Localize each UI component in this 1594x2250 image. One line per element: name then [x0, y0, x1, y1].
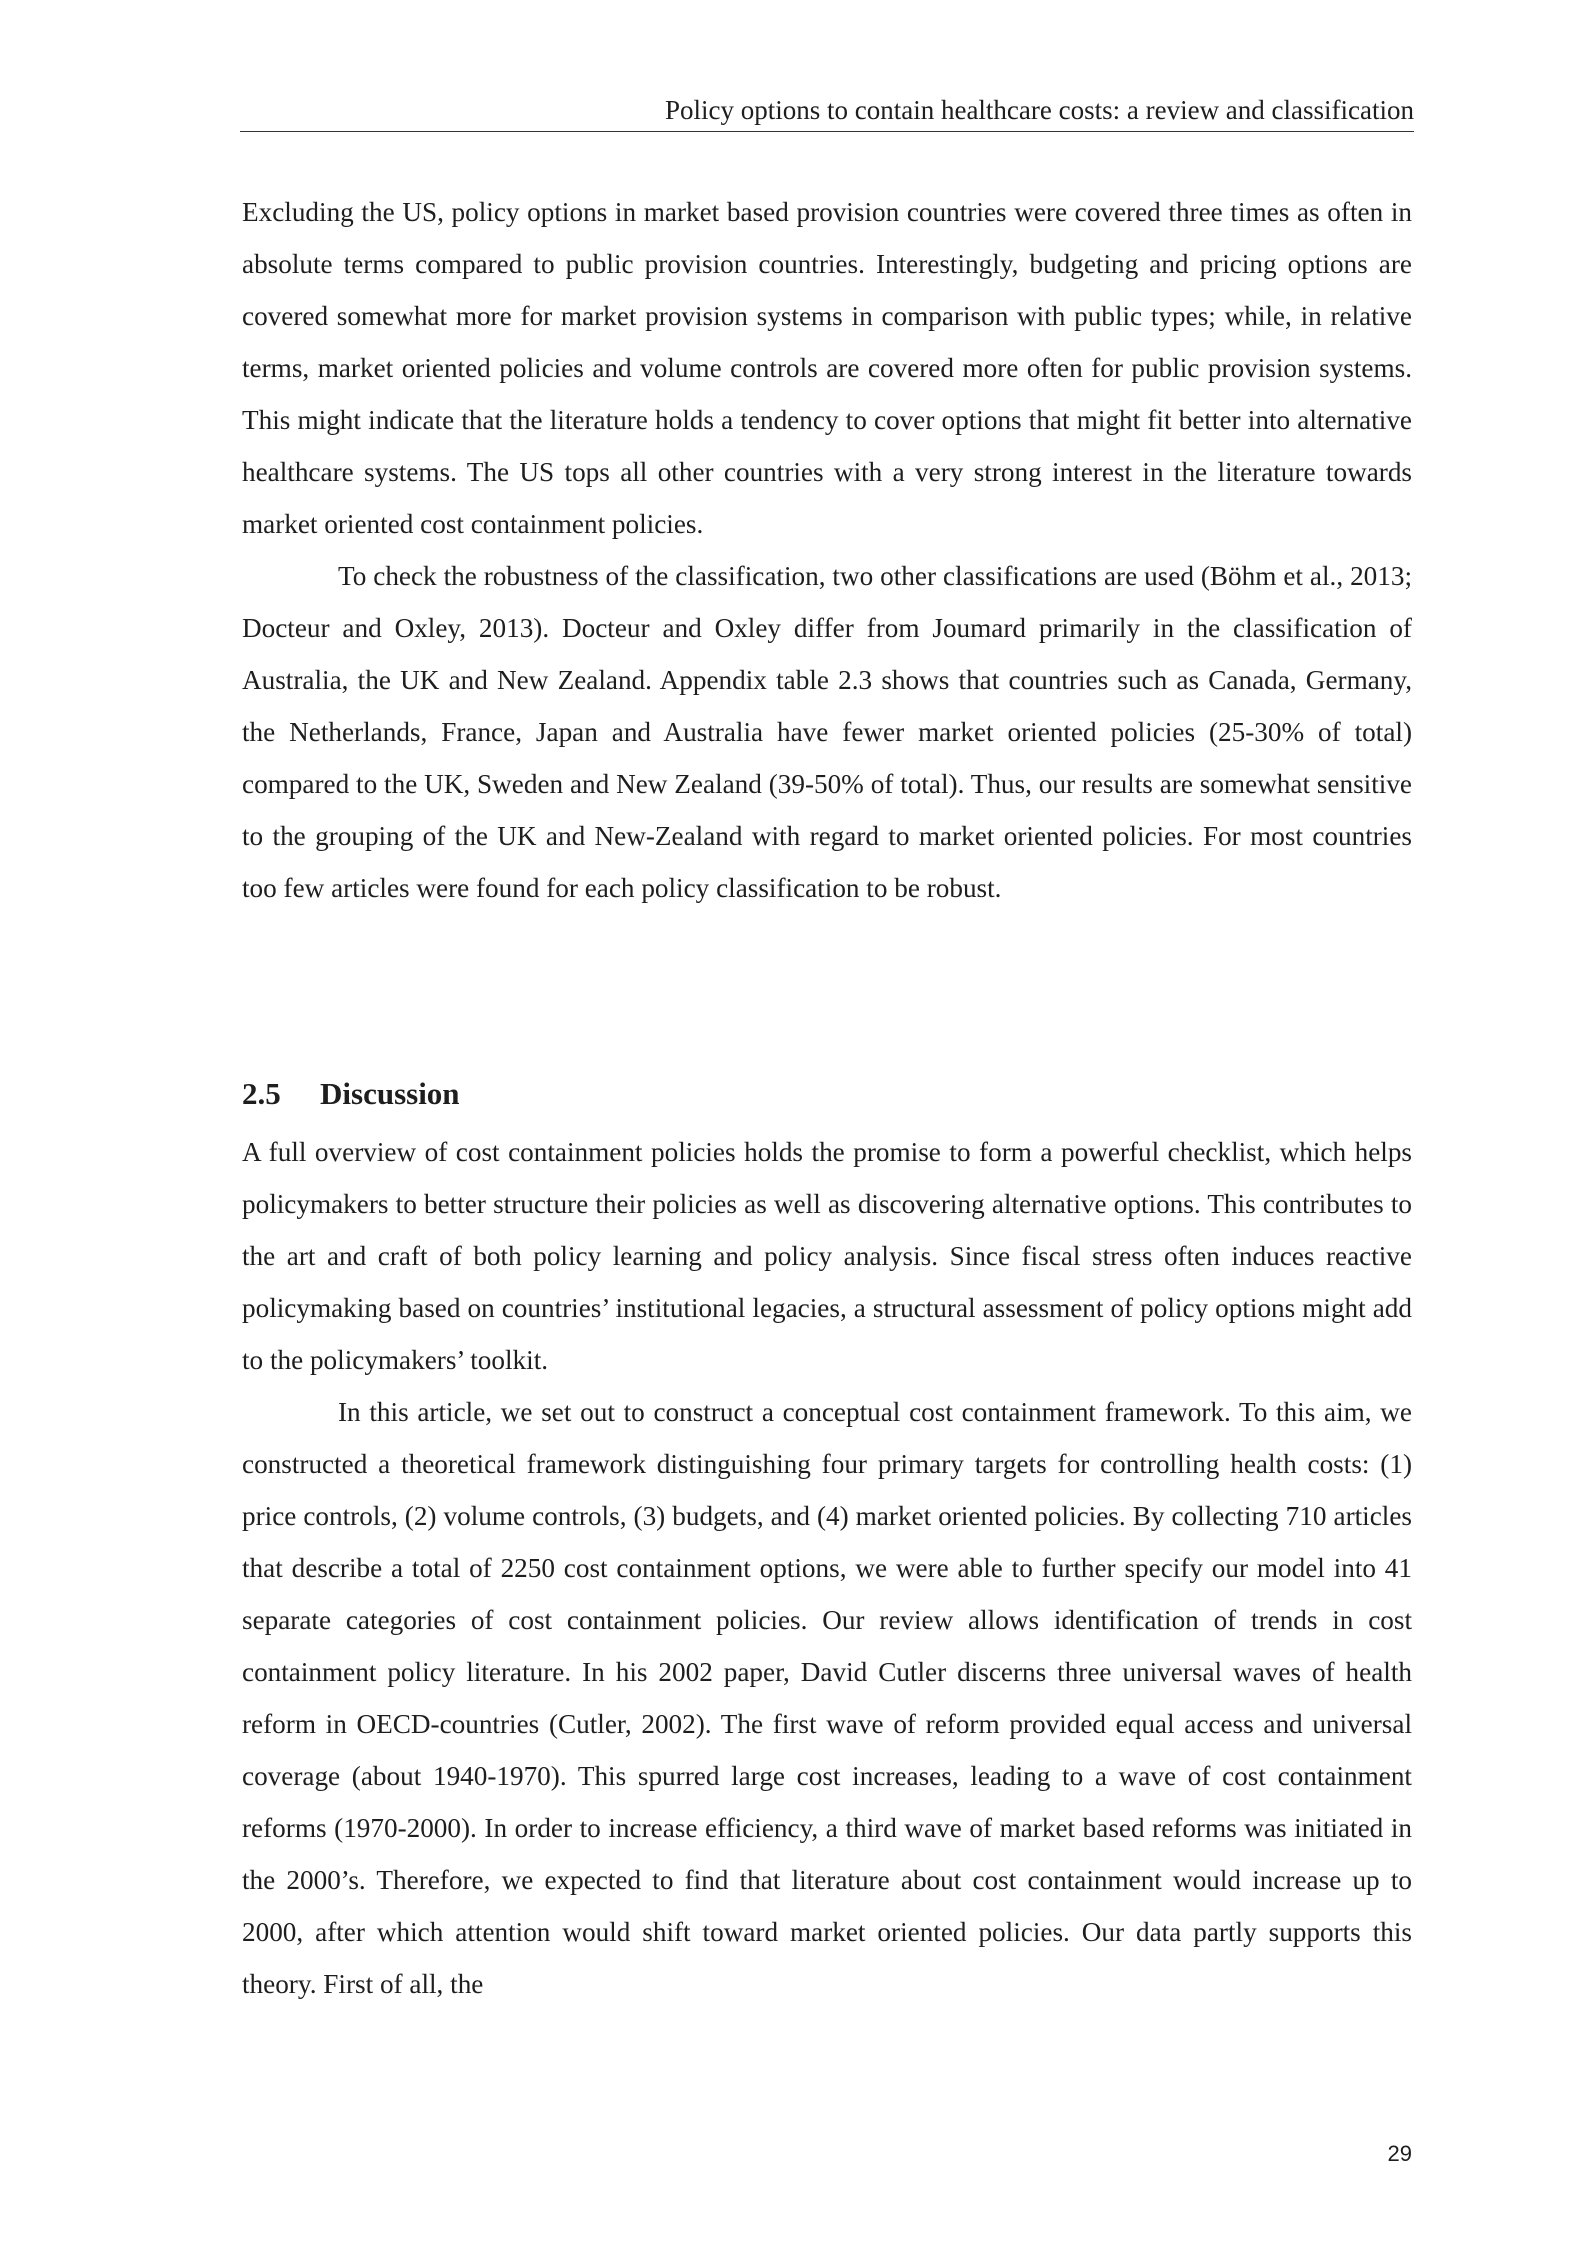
running-header	[240, 93, 1414, 132]
paragraph-framework-summary: In this article, we set out to construct a conceptual cost containment framework. To this aim, we constructed a theoretical framework distinguishing four primary targets for controlling health costs: (1) price controls, (2) volume controls, (3) budgets, and (4) market oriented policies. By collecting 710 articles that describe a total of 2250 cost containment options, we were able to further specify our model into 41 separate categories of cost containment policies. Our review allows identification of trends in cost containment policy literature. In his 2002 paper, David Cutler discerns three universal waves of health reform in OECD-countries (Cutler, 2002). The first wave of reform provided equal access and universal coverage (about 1940-1970). This spurred large cost increases, leading to a wave of cost containment reforms (1970-2000). In order to increase efficiency, a third wave of market based reforms was initiated in the 2000’s. Therefore, we expected to find that literature about cost containment would increase up to 2000, after which attention would shift toward market oriented policies. Our data partly supports this theory. First of all, the	[242, 1397, 1412, 1999]
running-header-title: Policy options to contain healthcare costs: a review and classification	[664, 95, 1414, 125]
paragraph-market-provision: Excluding the US, policy options in market based provision countries were covered three times as often in absolute terms compared to public provision countries. Interestingly, budgeting and pricing options are covered somewhat more for market provision systems in comparison with public types; while, in relative terms, market oriented policies and volume controls are covered more often for public provision systems. This might indicate that the literature holds a tendency to cover options that might fit better into alternative healthcare systems. The US tops all other countries with a very strong interest in the literature towards market oriented cost containment policies.	[242, 197, 1412, 539]
section-title: Discussion	[320, 1076, 460, 1111]
section-heading	[242, 1074, 460, 1114]
body-text-before-section	[242, 186, 1412, 914]
body-text-discussion	[242, 1126, 1412, 2010]
paragraph-robustness-check: To check the robustness of the classification, two other classifications are used (Böhm et al., 2013; Docteur and Oxley, 2013). Docteur and Oxley differ from Joumard primarily in the classification of Australia, the UK and New Zealand. Appendix table 2.3 shows that countries such as Canada, Germany, the Netherlands, France, Japan and Australia have fewer market oriented policies (25-30% of total) compared to the UK, Sweden and New Zealand (39-50% of total). Thus, our results are somewhat sensitive to the grouping of the UK and New-Zealand with regard to market oriented policies. For most countries too few articles were found for each policy classification to be robust.	[242, 561, 1412, 903]
paragraph-overview-checklist: A full overview of cost containment policies holds the promise to form a powerful checklist, which helps policymakers to better structure their policies as well as discovering alternative options. This contributes to the art and craft of both policy learning and policy analysis. Since fiscal stress often induces reactive policymaking based on countries’ institutional legacies, a structural assessment of policy options might add to the policymakers’ toolkit.	[242, 1137, 1412, 1375]
page-number: 29	[1387, 2141, 1412, 2166]
section-number: 2.5	[242, 1076, 281, 1111]
